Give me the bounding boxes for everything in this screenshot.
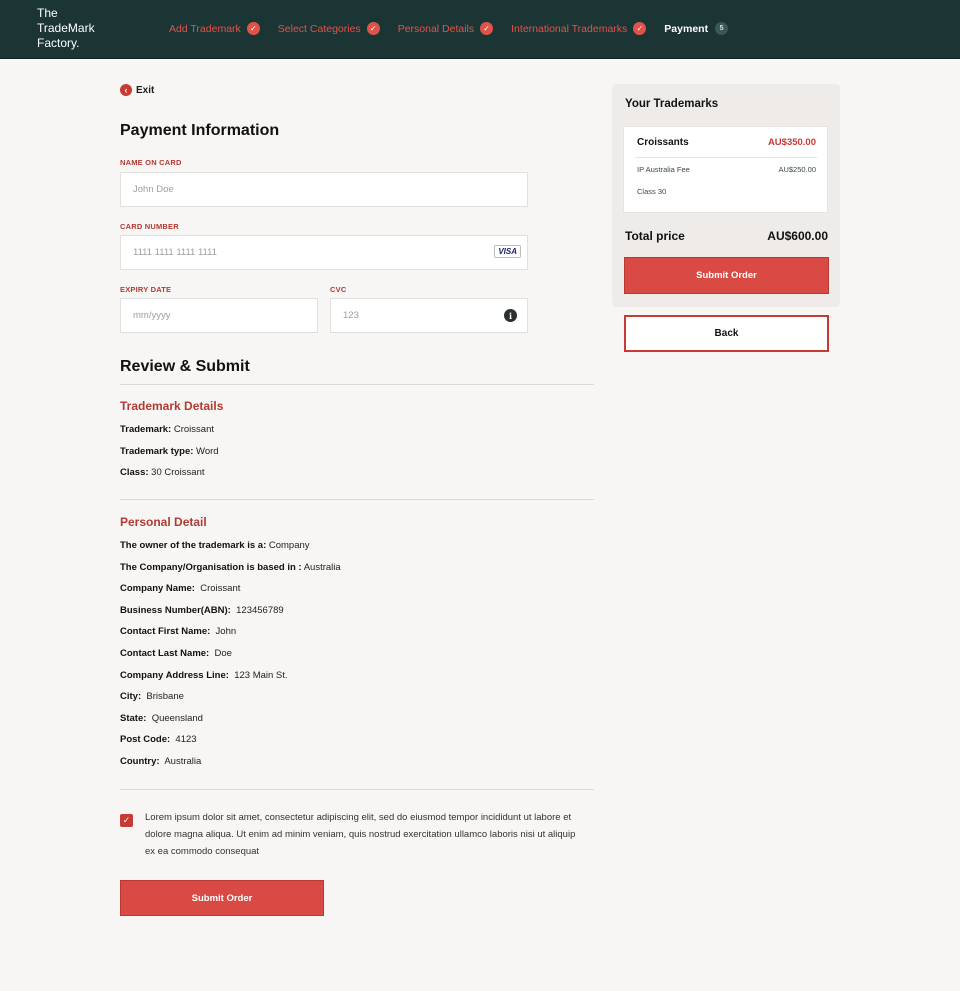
detail-value: 4123 — [175, 734, 197, 745]
detail-row — [120, 734, 197, 745]
divider — [120, 499, 594, 500]
info-icon[interactable]: i — [504, 309, 517, 322]
step-label: Select Categories — [277, 22, 361, 35]
step-personal-details[interactable] — [398, 22, 493, 35]
step-label: International Trademarks — [511, 22, 628, 35]
detail-label: Contact Last Name: — [120, 648, 210, 659]
detail-label: Business Number(ABN): — [120, 605, 231, 616]
detail-value: John — [215, 626, 237, 637]
trademark-details-heading: Trademark Details — [120, 399, 224, 413]
exit-link[interactable] — [120, 84, 154, 96]
expiry-date-placeholder: mm/yyyy — [133, 310, 171, 321]
visa-icon: VISA — [494, 245, 521, 258]
detail-row — [120, 540, 310, 551]
card-number-input[interactable] — [120, 235, 528, 270]
detail-label: Trademark: — [120, 424, 172, 435]
name-on-card-placeholder: John Doe — [133, 184, 174, 195]
step-payment[interactable] — [664, 22, 728, 35]
exit-label: Exit — [136, 84, 155, 96]
detail-row — [120, 562, 341, 573]
cvc-input[interactable] — [330, 298, 528, 333]
card-number-placeholder: 1111 1111 1111 1111 — [133, 247, 217, 258]
detail-value: Word — [196, 446, 219, 457]
step-number-badge: 5 — [715, 22, 728, 35]
divider — [120, 384, 594, 385]
name-on-card-label: NAME ON CARD — [120, 158, 182, 167]
detail-row — [120, 583, 240, 594]
top-navigation-bar — [0, 0, 960, 59]
back-arrow-icon: ‹ — [120, 84, 132, 96]
step-add-trademark[interactable] — [169, 22, 260, 35]
detail-value: Company — [268, 540, 310, 551]
divider — [120, 789, 594, 790]
payment-information-title: Payment Information — [120, 122, 280, 139]
step-select-categories[interactable] — [278, 22, 380, 35]
detail-row — [120, 691, 184, 702]
checkmark-icon: ✓ — [480, 22, 493, 35]
class-label: Class 30 — [637, 187, 667, 196]
detail-value: Queensland — [151, 713, 203, 724]
detail-value: Croissant — [200, 583, 241, 594]
detail-label: Company Address Line: — [120, 670, 229, 681]
your-trademarks-title: Your Trademarks — [625, 98, 719, 110]
sidebar-submit-order-button[interactable]: Submit Order — [624, 257, 829, 294]
terms-text: Lorem ipsum dolor sit amet, consectetur adipiscing elit, sed do eiusmod tempor incididunt ut labore et dolore magna aliqua. Ut enim ad minim veniam, quis nostrud exercitation ullamco laboris nisi ut aliquip ex ea commodo consequat — [145, 812, 576, 857]
trademark-price: AU$350.00 — [767, 137, 816, 148]
detail-label: City: — [120, 691, 142, 702]
total-price-value: AU$600.00 — [767, 229, 828, 243]
submit-order-button[interactable]: Submit Order — [120, 880, 324, 916]
brand-logo[interactable]: The TradeMark Factory. — [37, 6, 95, 50]
detail-row — [120, 605, 284, 616]
terms-checkbox[interactable] — [120, 814, 133, 827]
detail-value: Doe — [214, 648, 232, 659]
step-label: Payment — [664, 22, 709, 35]
progress-steps — [169, 22, 746, 35]
cvc-placeholder: 123 — [343, 310, 359, 321]
detail-row — [120, 713, 203, 724]
total-price-label: Total price — [625, 229, 685, 243]
detail-row — [120, 648, 232, 659]
checkmark-icon: ✓ — [633, 22, 646, 35]
expiry-date-label: EXPIRY DATE — [120, 285, 172, 294]
detail-value: 30 Croissant — [151, 467, 205, 478]
cvc-label: CVC — [330, 285, 347, 294]
detail-label: Country: — [120, 756, 160, 767]
step-label: Personal Details — [397, 22, 475, 35]
name-on-card-input[interactable] — [120, 172, 528, 207]
review-submit-title: Review & Submit — [120, 358, 250, 375]
detail-row — [120, 626, 236, 637]
expiry-date-input[interactable] — [120, 298, 318, 333]
detail-value: Croissant — [173, 424, 214, 435]
detail-label: The owner of the trademark is a: — [120, 540, 267, 551]
detail-label: Contact First Name: — [120, 626, 211, 637]
detail-label: Trademark type: — [120, 446, 194, 457]
detail-row — [120, 446, 219, 457]
detail-value: 123456789 — [236, 605, 284, 616]
card-number-label: CARD NUMBER — [120, 222, 179, 231]
detail-row — [120, 424, 214, 435]
trademark-name: Croissants — [637, 137, 689, 148]
detail-label: The Company/Organisation is based in : — [120, 562, 302, 573]
detail-label: Company Name: — [120, 583, 195, 594]
detail-row — [120, 670, 288, 681]
detail-label: Post Code: — [120, 734, 171, 745]
detail-value: Australia — [303, 562, 341, 573]
personal-detail-heading: Personal Detail — [120, 515, 207, 529]
detail-value: Brisbane — [146, 691, 184, 702]
detail-label: State: — [120, 713, 147, 724]
detail-value: 123 Main St. — [234, 670, 288, 681]
detail-label: Class: — [120, 467, 149, 478]
step-label: Add Trademark — [169, 22, 241, 35]
detail-value: Australia — [164, 756, 202, 767]
checkmark-icon: ✓ — [367, 22, 380, 35]
fee-amount: AU$250.00 — [778, 165, 816, 174]
checkmark-icon: ✓ — [122, 815, 131, 825]
fee-label: IP Australia Fee — [637, 165, 690, 174]
back-button[interactable]: Back — [624, 315, 829, 352]
detail-row — [120, 467, 205, 478]
divider — [635, 157, 817, 158]
step-international-trademarks[interactable] — [511, 22, 646, 35]
trademark-summary-card — [623, 126, 828, 213]
checkmark-icon: ✓ — [247, 22, 260, 35]
detail-row — [120, 756, 201, 767]
